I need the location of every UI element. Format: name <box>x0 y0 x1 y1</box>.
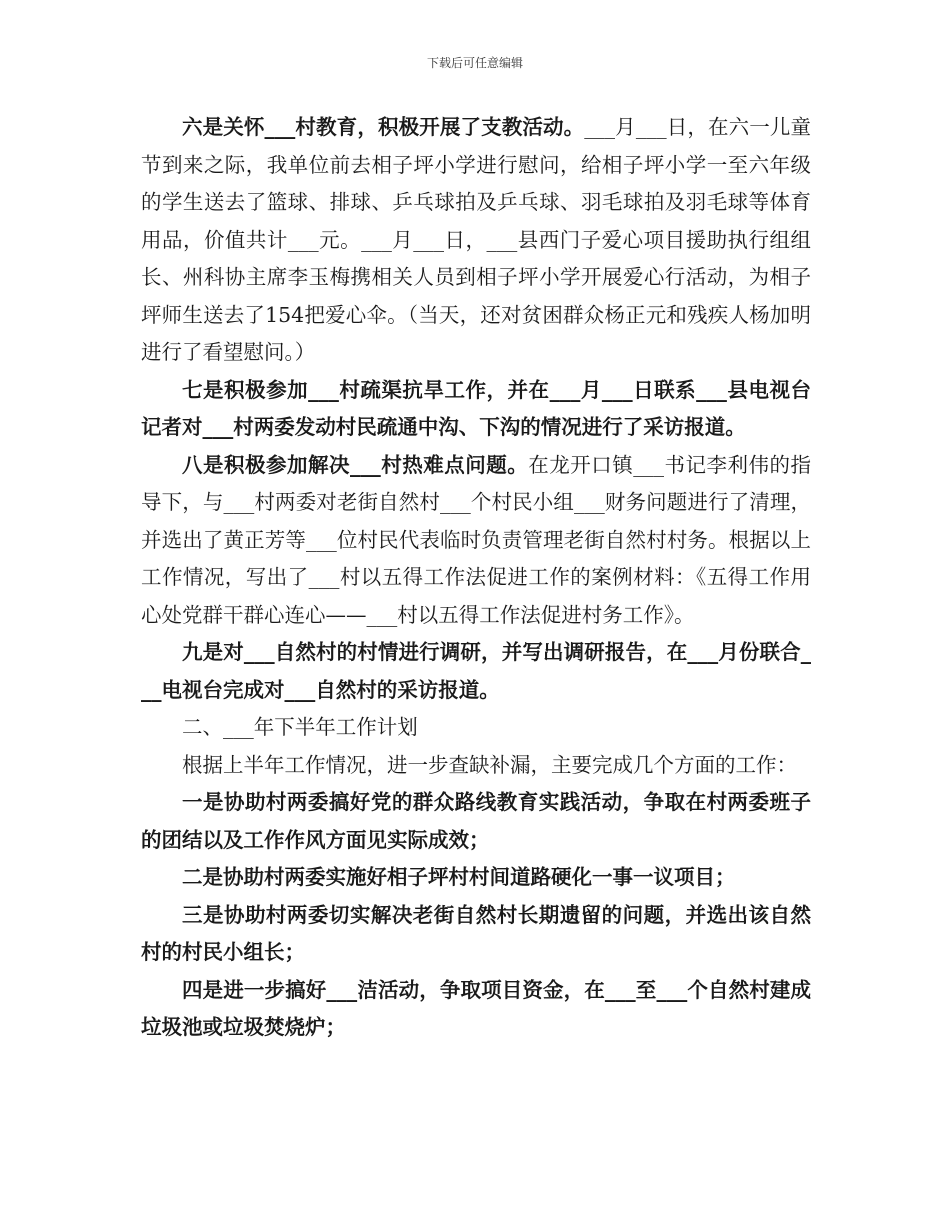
paragraph-6-bold: 六是关怀___村教育，积极开展了支教活动。 <box>182 115 585 139</box>
paragraph-8-bold: 八是积极参加解决___村热难点问题。 <box>182 452 529 477</box>
plan-item-4-bold: 四是进一步搞好___洁活动，争取项目资金，在___至___个自然村建成垃圾池或垃圾焚烧炉； <box>141 977 811 1039</box>
intro-paragraph <box>141 747 811 785</box>
plan-item-2 <box>141 859 811 897</box>
section-heading <box>141 709 811 747</box>
paragraph-8 <box>141 447 811 635</box>
document-body <box>141 109 811 1047</box>
paragraph-8-text: 在龙开口镇___书记李利伟的指导下，与___村两委对老街自然村___个村民小组___财务问题进行了清理，并选出了黄正芳等___位村民代表临时负责管理老街自然村村务。根据以上工作情况，写出了___村以五得工作法促进工作的案例材料：《五得工作用心处党群干群心连心——___村以五得工作法促进村务工作》。 <box>141 452 811 627</box>
plan-item-1-bold: 一是协助村两委搞好党的群众路线教育实践活动，争取在村两委班子的团结以及工作作风方面见实际成效； <box>141 790 811 852</box>
paragraph-9 <box>141 634 811 709</box>
plan-item-3 <box>141 897 811 972</box>
section-heading-text: 二、___年下半年工作计划 <box>182 715 418 739</box>
paragraph-7-bold: 七是积极参加___村疏渠抗旱工作，并在___月___日联系___县电视台记者对___村两委发动村民疏通中沟、下沟的情况进行了采访报道。 <box>141 377 811 439</box>
page-header: 下载后可任意编辑 <box>426 56 523 70</box>
paragraph-9-bold: 九是对___自然村的村情进行调研，并写出调研报告，在___月份联合___电视台完成对___自然村的采访报道。 <box>141 640 811 702</box>
plan-item-3-bold: 三是协助村两委切实解决老街自然村长期遗留的问题，并选出该自然村的村民小组长； <box>141 902 811 964</box>
plan-item-2-bold: 二是协助村两委实施好相子坪村村间道路硬化一事一议项目； <box>182 865 736 889</box>
paragraph-6-text: ___月___日，在六一儿童节到来之际，我单位前去相子坪小学进行慰问，给相子坪小学一至六年级的学生送去了篮球、排球、乒乓球拍及乒乓球、羽毛球拍及羽毛球等体育用品，价值共计___元。___月___日，___县西门子爱心项目援助执行组组长、州科协主席李玉梅携相关人员到相子坪小学开展爱心行活动，为相子坪师生送去了154把爱心伞。（当天，还对贫困群众杨正元和残疾人杨加明进行了看望慰问。） <box>141 115 812 364</box>
paragraph-7 <box>141 372 811 447</box>
paragraph-6 <box>141 109 811 372</box>
plan-item-1 <box>141 784 811 859</box>
plan-item-4 <box>141 972 811 1047</box>
intro-paragraph-text: 根据上半年工作情况，进一步查缺补漏，主要完成几个方面的工作： <box>182 752 797 777</box>
